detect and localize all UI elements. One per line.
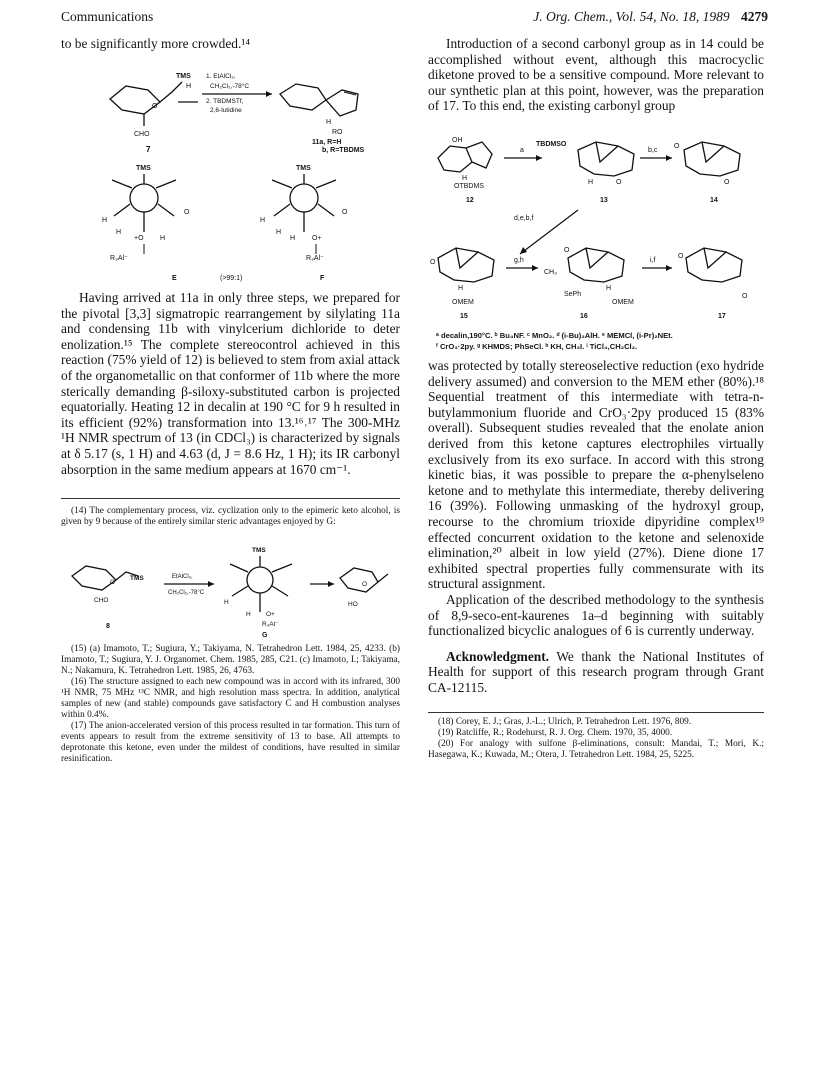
- h-g1: H: [224, 599, 229, 606]
- reagent-1b: CH₂Cl₂,-78°C: [210, 83, 250, 90]
- scheme-12-to-17: [428, 128, 764, 324]
- left-column-body: [61, 290, 400, 477]
- newman-bonds-g: [230, 556, 292, 612]
- arrow-debf-label: d,e,b,f: [514, 215, 534, 222]
- omem-15: OMEM: [452, 299, 474, 306]
- oplus-f: O+: [312, 235, 322, 242]
- h-e3: H: [160, 235, 166, 242]
- journal-citation: J. Org. Chem., Vol. 54, No. 18, 1989: [533, 9, 730, 24]
- arrow-a-label: a: [520, 147, 524, 154]
- arrowhead-1: [266, 91, 272, 97]
- footnote-18: (18) Corey, E. J.; Gras, J.-L.; Ulrich, P. Tetrahedron Lett. 1976, 809.: [438, 717, 692, 727]
- structure-16: [568, 248, 624, 282]
- reagent-2a: 2. TBDMSTf,: [206, 98, 244, 105]
- paragraph-right-2: was protected by totally stereoselective reduction (exo hydride delivery assumed) and conversion to the MEM ether (80%).¹⁸ Sequential treatment of this intermediate with tetra-n-butylammonium fluoride and CrO₃·2py produced 15 (83% overall). Subsequent studies revealed that the enolate anion derived from this ketone captures electrophiles virtually exclusively from its exo surface. In accord with this strong kinetic bias, it was possible to prepare the α-phenylseleno ketone and to methylate this intermediate, thereby delivering 16 (39%). Following unmasking of the hydroxyl group, recourse to the chromium trioxide dipyridine complex¹⁹ effected concurrent oxidation to the ketone and selenoxide elimination,²⁰ albeit in low yield (27%). Diene dione 17 exhibited spectral properties fully commensurate with its structural assignment.: [428, 358, 764, 592]
- h-f3: H: [290, 235, 296, 242]
- scheme-legend-1: ᵃ decalin,190°C. ᵇ Bu₄NF. ᶜ MnO₂. ᵈ (i-Bu)₂AlH. ᵉ MEMCl, (i-Pr)₂NEt.: [436, 331, 673, 340]
- footnotes-18-20: [428, 717, 764, 761]
- h-e1: H: [102, 217, 108, 224]
- newman-circle-f: [290, 184, 318, 212]
- label-11a: 11a, R=H: [312, 139, 342, 146]
- label-15: 15: [460, 313, 468, 320]
- seph-16: SePh: [564, 291, 582, 298]
- acknowledgment-body: We thank the National Institutes of Health for support of this research program through Grant CA-12115.: [428, 648, 764, 695]
- arrowhead-debf: [520, 247, 527, 254]
- o-f: O: [342, 209, 348, 216]
- label-12: 12: [466, 197, 474, 204]
- h-13: H: [588, 179, 594, 186]
- tms-label-f: TMS: [296, 165, 311, 172]
- otbdms-12: OTBDMS: [454, 183, 484, 190]
- h-15: H: [458, 285, 464, 292]
- o-16: O: [564, 247, 570, 254]
- arrowhead-a: [536, 155, 542, 161]
- structure-14: [684, 142, 740, 176]
- reagent-2b: 2,6-lutidine: [210, 107, 242, 114]
- scheme-footnote-g: [66, 546, 396, 638]
- arrowhead-bc: [666, 155, 672, 161]
- oplus-g: O+: [266, 611, 275, 618]
- newman-bonds-f: [272, 174, 336, 232]
- paragraph-right-1: Introduction of a second carbonyl group as in 14 could be accomplished without event, although this macrocyclic diketone proved to be a sensitive compound. More relevant to our synthetic plan at this point, however, was the preparation of 17. To this end, the existing carbonyl group: [428, 36, 764, 114]
- running-head-section: Communications: [61, 9, 154, 24]
- o-label-7: O: [152, 103, 158, 110]
- o-17a: O: [678, 253, 684, 260]
- o-8: O: [110, 579, 116, 586]
- label-e: E: [172, 275, 177, 282]
- right-column-body: [428, 358, 764, 695]
- footnote-rule-right: [428, 712, 764, 713]
- acknowledgment: [428, 649, 764, 696]
- oh-12: OH: [452, 137, 463, 144]
- tms-label-7: TMS: [176, 73, 191, 80]
- structure-15: [438, 248, 494, 282]
- label-7: 7: [146, 145, 151, 154]
- label-8: 8: [106, 623, 110, 630]
- structure-13: [578, 142, 634, 176]
- structure-12: [438, 142, 492, 172]
- arrow-if-label: i,f: [650, 257, 656, 264]
- chain-7: [160, 82, 182, 102]
- ch3-16: CH₃: [544, 269, 557, 276]
- footnote-16: (16) The structure assigned to each new compound was in accord with its infrared, 300 ¹H NMR, 75 MHz ¹³C NMR, and high resolution mass spectra. In addition, analytical samples of new (and stable) compounds gave satisfactory C and H combustion analyses within 0.4%.: [61, 677, 400, 720]
- reagent-fn-1: EtAlCl₂,: [172, 574, 193, 580]
- scheme-newman-ef: [80, 160, 400, 284]
- tbdmso-13: TBDMSO: [536, 141, 567, 148]
- h-e2: H: [116, 229, 122, 236]
- arrow-gh-label: g,h: [514, 257, 524, 264]
- selectivity-ratio: (>99:1): [220, 275, 243, 282]
- label-17: 17: [718, 313, 726, 320]
- h-label-11: H: [326, 119, 332, 126]
- ro-label-11: RO: [332, 129, 343, 136]
- page-number: 4279: [741, 9, 768, 24]
- h-f1: H: [260, 217, 266, 224]
- h-12: H: [462, 175, 468, 182]
- o-13: O: [616, 179, 622, 186]
- r3al-f: R₃Al⁻: [306, 255, 324, 262]
- tms-label-e: TMS: [136, 165, 151, 172]
- o-15: O: [430, 259, 436, 266]
- ring-11: [280, 84, 326, 110]
- arrowhead-gh: [532, 265, 538, 271]
- label-14: 14: [710, 197, 718, 204]
- scheme-legend-2: ᶠ CrO₃·2py. ᵍ KHMDS; PhSeCl. ʰ KH, CH₃I. ⁱ TiCl₄,CH₂Cl₂.: [436, 342, 638, 351]
- paragraph-right-3: Application of the described methodology to the synthesis of 8,9-seco-ent-kaurenes 1a–d beginning with suitably functionalized bicyclic analogues of 6 is currently underway.: [428, 591, 764, 639]
- reagent-1a: 1. EtAlCl₂,: [206, 73, 236, 80]
- arrow-bc-label: b,c: [648, 147, 658, 154]
- ho-gp: HO: [348, 601, 358, 608]
- o-17b: O: [742, 293, 748, 300]
- newman-circle-e: [130, 184, 158, 212]
- ring-8: [72, 566, 116, 590]
- newman-circle-g: [247, 567, 273, 593]
- o-gp: O: [362, 581, 368, 588]
- footnote-20: (20) For analogy with sulfone β-eliminations, consult: Mandai, T.; Mori, K.; Hasegawa, K.; Kuwada, M.; Otera, J. Tetrahedron Lett. 1984, 25, 5225.: [428, 739, 764, 760]
- footnote-rule-left: [61, 498, 400, 499]
- cho-label-7: CHO: [134, 131, 150, 138]
- oplus-e: +O: [134, 235, 144, 242]
- arrowhead-if: [666, 265, 672, 271]
- footnote-14-text: (14) The complementary process, viz. cyclization only to the epimeric keto alcohol, is given by 9 because of the entirely similar steric advantages enjoyed by G:: [61, 506, 400, 527]
- tms-8: TMS: [130, 575, 144, 582]
- structure-17: [686, 248, 742, 282]
- label-13: 13: [600, 197, 608, 204]
- label-16: 16: [580, 313, 588, 320]
- r3al-g: R₃Al⁻: [262, 621, 279, 628]
- h-16: H: [606, 285, 612, 292]
- footnote-14: [61, 506, 400, 528]
- label-g: G: [262, 632, 268, 638]
- newman-bonds-e: [112, 174, 176, 232]
- arrowhead-fn2: [328, 581, 334, 587]
- scheme-7-to-11: [100, 64, 390, 154]
- right-column-top: [428, 36, 764, 114]
- footnote-15: (15) (a) Imamoto, T.; Sugiura, Y.; Takiyama, N. Tetrahedron Lett. 1984, 25, 4233. (b) Imamoto, T.; Sugiura, Y. J. Organomet. Chem. 1985, 285, C21. (c) Imamoto, I.; Takiyama, N.; Nakamura, K. Tetrahedron Lett. 1985, 26, 4763.: [61, 644, 400, 676]
- ring-g-product: [340, 568, 378, 592]
- omem-16: OMEM: [612, 299, 634, 306]
- scheme-legend: [436, 330, 764, 352]
- h-f2: H: [276, 229, 282, 236]
- label-11b: b, R=TBDMS: [322, 147, 365, 154]
- reagent-fn-2: CH₂Cl₂,-78°C: [168, 590, 205, 596]
- o-14a: O: [674, 143, 680, 150]
- running-head-journal: [533, 9, 768, 25]
- cho-8: CHO: [94, 597, 109, 604]
- r3al-e: R₃Al⁻: [110, 255, 128, 262]
- footnotes-15-17: [61, 644, 400, 765]
- acknowledgment-title: Acknowledgment.: [446, 648, 550, 664]
- left-column: [61, 36, 400, 52]
- label-f: F: [320, 275, 325, 282]
- o-e: O: [184, 209, 190, 216]
- o-14b: O: [724, 179, 730, 186]
- h-g2: H: [246, 611, 251, 618]
- paragraph-left-1: Having arrived at 11a in only three steps, we prepared for the pivotal [3,3] sigmatropic rearrangement by silylating 11a and condensing 11b with vinylcerium dichloride to deter enolization.¹⁵ The complete stereocontrol achieved in this reaction (75% yield of 12) is believed to stem from axial attack of the organometallic on that conformer of 11b where the more sterically demanding β-siloxy-substituted carbon is projected equatorially. Heating 12 in decalin at 190 °C for 9 h resulted in its efficient (92%) transformation into 13.¹⁶˒¹⁷ The 300-MHz ¹H NMR spectrum of 13 (in CDCl₃) is characterized by signals at δ 5.17 (s, 1 H) and 4.63 (d, J = 8.6 Hz, 1 H); its IR carbonyl absorption in the same medium appears at 1670 cm⁻¹.: [61, 290, 400, 477]
- arrowhead-fn: [208, 581, 214, 587]
- intro-line: to be significantly more crowded.¹⁴: [61, 36, 251, 51]
- tms-g: TMS: [252, 547, 266, 554]
- chain-g-product: [378, 574, 388, 582]
- h-label-7: H: [186, 83, 192, 90]
- footnote-17: (17) The anion-accelerated version of this process resulted in tar formation. This turn of events appears to result from the extreme sensitivity of 13 to base. All attempts to deprotonate this ketone, even under the mildest of conditions, have resulted in similar resinification.: [61, 721, 400, 764]
- footnote-19: (19) Ratcliffe, R.; Rodehurst, R. J. Org. Chem. 1970, 35, 4000.: [438, 728, 673, 738]
